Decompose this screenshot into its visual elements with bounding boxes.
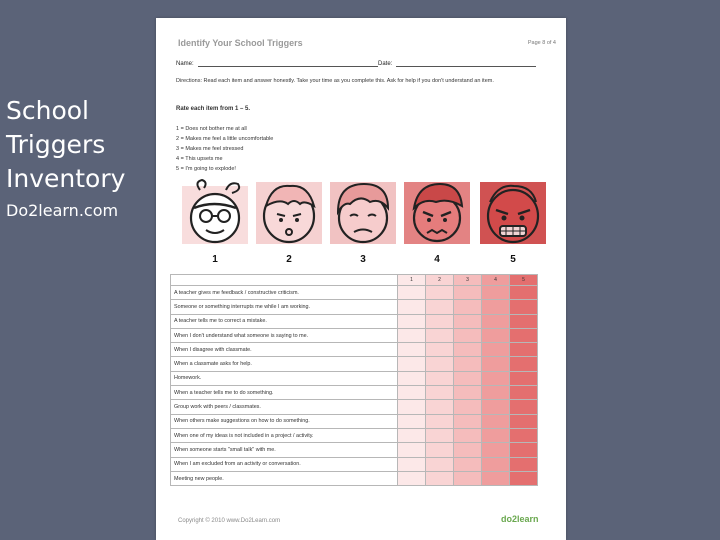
rating-cell[interactable] [398, 414, 426, 428]
rating-cell[interactable] [454, 286, 482, 300]
worksheet-title: Identify Your School Triggers [178, 38, 303, 48]
rating-cell[interactable] [482, 357, 510, 371]
upset-face-icon [402, 178, 472, 248]
rating-cell[interactable] [510, 286, 538, 300]
trigger-item: When I don't understand what someone is saying to me. [171, 328, 398, 342]
face-number: 5 [510, 254, 516, 265]
face-number: 2 [286, 254, 292, 265]
scale-item: 1 = Does not bother me at all [176, 126, 247, 132]
slide-source: Do2learn.com [6, 201, 119, 220]
rating-cell[interactable] [454, 414, 482, 428]
rating-cell[interactable] [510, 443, 538, 457]
rating-cell[interactable] [398, 457, 426, 471]
rating-cell[interactable] [510, 371, 538, 385]
rating-cell[interactable] [426, 371, 454, 385]
trigger-item: Someone or something interrupts me while I am working. [171, 300, 398, 314]
table-row [171, 357, 538, 371]
rating-cell[interactable] [454, 400, 482, 414]
rating-cell[interactable] [426, 471, 454, 485]
rating-cell[interactable] [454, 357, 482, 371]
trigger-item: A teacher tells me to correct a mistake. [171, 314, 398, 328]
rating-cell[interactable] [426, 414, 454, 428]
rating-cell[interactable] [398, 286, 426, 300]
rating-cell[interactable] [510, 400, 538, 414]
table-row [171, 443, 538, 457]
table-row [171, 428, 538, 442]
trigger-item: When one of my ideas is not included in a project / activity. [171, 428, 398, 442]
rating-cell[interactable] [426, 357, 454, 371]
rating-cell[interactable] [510, 328, 538, 342]
trigger-item: Homework. [171, 371, 398, 385]
column-header: 1 [398, 275, 426, 286]
rating-cell[interactable] [426, 314, 454, 328]
rating-cell[interactable] [398, 371, 426, 385]
column-header: 2 [426, 275, 454, 286]
date-label: Date: [378, 61, 393, 67]
column-header: 3 [454, 275, 482, 286]
rating-cell[interactable] [482, 314, 510, 328]
name-blank-line [198, 60, 378, 67]
trigger-item: When I disagree with classmate. [171, 343, 398, 357]
name-label: Name: [176, 61, 194, 67]
logo-text: do2learn [501, 514, 539, 524]
rating-cell[interactable] [454, 386, 482, 400]
rating-cell[interactable] [426, 343, 454, 357]
stressed-face-icon [328, 178, 398, 248]
rating-scale-list [176, 124, 273, 174]
rating-cell[interactable] [398, 300, 426, 314]
rating-cell[interactable] [398, 357, 426, 371]
table-row [171, 457, 538, 471]
rating-cell[interactable] [454, 443, 482, 457]
rating-cell[interactable] [510, 314, 538, 328]
rating-cell[interactable] [482, 300, 510, 314]
table-row [171, 314, 538, 328]
rating-cell[interactable] [426, 400, 454, 414]
rating-cell[interactable] [426, 443, 454, 457]
face-number: 4 [434, 254, 440, 265]
rating-cell[interactable] [398, 328, 426, 342]
scale-item: 4 = This upsets me [176, 156, 223, 162]
rating-cell[interactable] [454, 300, 482, 314]
trigger-item: When a classmate asks for help. [171, 357, 398, 371]
calm-face-icon [180, 178, 250, 248]
rating-cell[interactable] [510, 414, 538, 428]
rating-cell[interactable] [510, 357, 538, 371]
rating-cell[interactable] [454, 343, 482, 357]
slide-title [6, 94, 125, 222]
table-row [171, 343, 538, 357]
rating-cell[interactable] [454, 457, 482, 471]
rating-cell[interactable] [426, 286, 454, 300]
rating-cell[interactable] [398, 443, 426, 457]
table-row [171, 471, 538, 485]
item-column-header [171, 275, 398, 286]
rating-cell[interactable] [482, 443, 510, 457]
face-number: 3 [360, 254, 366, 265]
rating-cell[interactable] [510, 428, 538, 442]
column-header: 5 [510, 275, 538, 286]
rating-cell[interactable] [398, 471, 426, 485]
worksheet-page [156, 18, 566, 540]
rating-cell[interactable] [510, 457, 538, 471]
rating-cell[interactable] [398, 386, 426, 400]
rating-cell[interactable] [510, 386, 538, 400]
trigger-item: A teacher gives me feedback / constructive criticism. [171, 286, 398, 300]
rating-cell[interactable] [482, 386, 510, 400]
rating-cell[interactable] [454, 471, 482, 485]
rating-cell[interactable] [482, 343, 510, 357]
page-number: Page 8 of 4 [527, 40, 556, 46]
table-row [171, 386, 538, 400]
column-header: 4 [482, 275, 510, 286]
triggers-rating-table [170, 274, 538, 486]
rating-cell[interactable] [454, 328, 482, 342]
face-number: 1 [212, 254, 218, 265]
rating-cell[interactable] [398, 343, 426, 357]
rating-cell[interactable] [510, 343, 538, 357]
rating-cell[interactable] [426, 300, 454, 314]
table-row [171, 414, 538, 428]
rating-cell[interactable] [510, 300, 538, 314]
trigger-item: When I am excluded from an activity or conversation. [171, 457, 398, 471]
uncomfortable-face-icon [254, 178, 324, 248]
slide-title-line-2: Triggers [6, 130, 106, 159]
slide-title-line-1: School [6, 96, 89, 125]
do2learn-logo [501, 514, 539, 524]
directions-text: Directions: Read each item and answer honestly. Take your time as you complete this. Ask for help if you don't understand an item. [176, 78, 494, 84]
rating-cell[interactable] [426, 328, 454, 342]
rating-cell[interactable] [482, 286, 510, 300]
rating-cell[interactable] [398, 314, 426, 328]
trigger-item: When someone starts "small talk" with me. [171, 443, 398, 457]
rating-cell[interactable] [482, 328, 510, 342]
date-field [378, 60, 536, 67]
rating-cell[interactable] [482, 457, 510, 471]
table-row [171, 286, 538, 300]
rating-cell[interactable] [454, 314, 482, 328]
trigger-item: Meeting new people. [171, 471, 398, 485]
table-row [171, 371, 538, 385]
rating-cell[interactable] [482, 400, 510, 414]
trigger-item: Group work with peers / classmates. [171, 400, 398, 414]
slide-title-line-3: Inventory [6, 164, 126, 193]
rating-cell[interactable] [482, 371, 510, 385]
scale-item: 3 = Makes me feel stressed [176, 146, 244, 152]
copyright-footer: Copyright © 2010 www.Do2Learn.com [178, 518, 281, 524]
scale-item: 5 = I'm going to explode! [176, 166, 236, 172]
rating-cell[interactable] [398, 428, 426, 442]
rate-heading: Rate each item from 1 – 5. [176, 106, 251, 112]
rating-cell[interactable] [482, 414, 510, 428]
rating-cell[interactable] [398, 400, 426, 414]
rating-cell[interactable] [426, 428, 454, 442]
trigger-item: When a teacher tells me to do something. [171, 386, 398, 400]
rating-cell[interactable] [482, 428, 510, 442]
date-blank-line [396, 60, 536, 67]
rating-cell[interactable] [510, 471, 538, 485]
rating-cell[interactable] [426, 457, 454, 471]
table-row [171, 300, 538, 314]
table-header-row [171, 275, 538, 286]
exploding-face-icon [478, 178, 548, 248]
rating-cell[interactable] [454, 428, 482, 442]
emotion-faces-row [180, 178, 550, 268]
table-row [171, 328, 538, 342]
name-field [176, 60, 378, 67]
rating-cell[interactable] [454, 371, 482, 385]
rating-cell[interactable] [426, 386, 454, 400]
rating-cell[interactable] [482, 471, 510, 485]
scale-item: 2 = Makes me feel a little uncomfortable [176, 136, 274, 142]
trigger-item: When others make suggestions on how to do something. [171, 414, 398, 428]
table-row [171, 400, 538, 414]
